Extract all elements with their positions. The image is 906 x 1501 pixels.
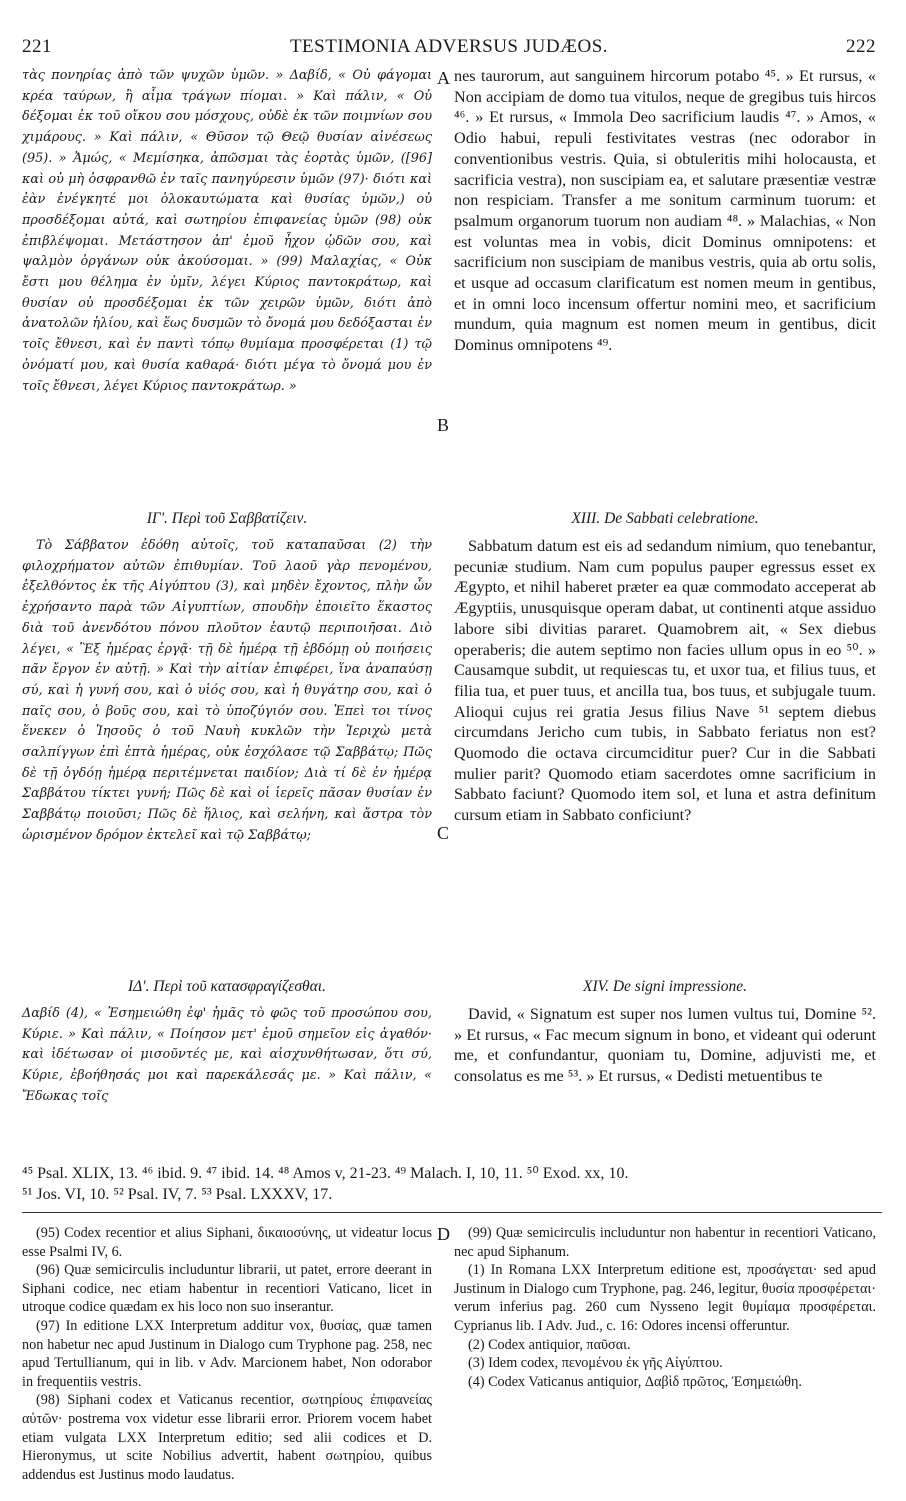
greek-column-block-1	[22, 66, 432, 397]
greek-section-heading-14	[22, 976, 432, 998]
margin-mark-c: C	[437, 823, 450, 843]
note-99: (99) Quæ semicirculis includuntur non habentur in recentiori Vaticano, nec apud Siphanum.	[454, 1225, 876, 1260]
greek-paragraph-1: τὰς πονηρίας ἀπὸ τῶν ψυχῶν ὑμῶν. » Δαβίδ, « Οὐ φάγομαι κρέα ταύρων, ἢ αἷμα τράγων πίομαι. » Καὶ πάλιν, « Οὐ δέξομαι ἐκ τοῦ οἴκου σου μόσχους, οὐδὲ ἐκ τῶν ποιμνίων σου χιμάρους. » Καὶ πάλιν, « Θῦσον τῷ Θεῷ θυσίαν αἰνέσεως (95). » Ἀμώς, « Μεμίσηκα, ἀπῶσμαι τὰς ἑορτὰς ὑμῶν, ([96] καὶ οὐ μὴ ὀσφρανθῶ ἐν ταῖς πανηγύρεσιν ὑμῶν (97)· διότι καὶ ἐὰν ἐνέγκητέ μοι ὁλοκαυτώματα καὶ θυσίας ὑμῶν,) οὐ προσδέξομαι αὐτά, καὶ σωτηρίου ἐπιφανείας ὑμῶν (98) οὐκ ἐπιβλέψομαι. Μετάστησον ἀπ' ἐμοῦ ἦχον ᾠδῶν σου, καὶ ψαλμὸν ὀργάνων οὐκ ἀκούσομαι. » (99) Μαλαχίας, « Οὐκ ἔστι μου θέλημα ἐν ὑμῖν, λέγει Κύριος παντοκράτωρ, καὶ θυσίαν οὐ προσδέξομαι ἐκ τῶν χειρῶν ὑμῶν, διότι ἀπὸ ἀνατολῶν ἡλίου, καὶ ἕως δυσμῶν τὸ ὄνομά μου δεδόξασται ἐν τοῖς ἔθνεσι, καὶ ἐν παντὶ τόπῳ θυμίαμα προσφέρεται (1) τῷ ὀνόματί μου, καὶ θυσία καθαρά· διότι μέγα τὸ ὄνομά μου ἐν τοῖς ἔθνεσι, λέγει Κύριος παντοκράτωρ. »	[22, 68, 432, 394]
note-1: (1) In Romana LXX Interpretum editione est, προσάγεται· sed apud Justinum in Dialogo cum Tryphone, pag. 246, legitur, θυσία προσφέρεται· verum inferius pag. 260 cum Nysseno legit θυμίαμα προσφέρεται. Cyprianus lib. I Adv. Jud., c. 16: Odores incensi offeruntur.	[454, 1262, 876, 1334]
latin-paragraph-2: Sabbatum datum est eis ad sedandum nimium, quo tenebantur, pecuniæ studium. Nam cum populus pauper egressus esset ex Ægypto, et nihil haberet præter ea quæ commodato acceperat ab Ægyptiis, unusquisque operam dabat, ut continenti atque assiduo labore sibi divitias pararet. Quamobrem ait, « Sex diebus operaberis; die autem septimo non facies ullum opus in eo ⁵⁰. » Causamque subdit, ut requiescas tu, et uxor tua, et filius tuus, et filia tua, et puer tuus, et ancilla tua, bos tuus, et subjugale tuum. Alioqui cujus rei gratia Jesus filius Nave ⁵¹ septem diebus circumdans Jericho cum tubis, in Sabbato feriatus non est? Quomodo die octava circumciditur puer? Cur in die Sabbati mulier parit? Quomodo etiam sacerdotes omne sacrificium in Sabbato faciunt? Quomodo item sol, et luna et astra definitum cursum etiam in Sabbato conficiunt?	[454, 537, 876, 825]
greek-heading-14-text: ΙΔ'. Περὶ τοῦ κατασφραγίζεσθαι.	[128, 978, 326, 995]
margin-mark-b: B	[437, 415, 450, 435]
references-line-2: ⁵¹ Jos. VI, 10. ⁵² Psal. IV, 7. ⁵³ Psal. LXXXV, 17.	[22, 1186, 333, 1203]
note-97: (97) In editione LXX Interpretum additur vox, θυσίας, quæ tamen non habetur nec apud Justinum in Dialogo cum Tryphone pag. 258, nec apud Tertullianum, qui in lib. v Adv. Marcionem habet, Non odorabor in frequentiis vestris.	[22, 1317, 432, 1390]
note-4: (4) Codex Vaticanus antiquior, Δαβὶδ πρῶτος, Ἐσημειώθη.	[468, 1373, 802, 1390]
notes-right-column	[454, 1224, 876, 1391]
latin-column-block-1	[454, 66, 876, 356]
notes-left-column	[22, 1224, 432, 1484]
note-96: (96) Quæ semicirculis includuntur librarii, ut patet, errore deerant in Siphani codice, nec etiam habentur in recentiori Vaticano, licet in utroque codice quædam ex his loco non suo inserantur.	[22, 1262, 432, 1316]
latin-column-block-2	[454, 508, 876, 826]
note-98: (98) Siphani codex et Vaticanus recentior, σωτηρίους ἐπιφανείας αὐτῶν· postrema vox videtur esse librarii error. Priorem vocem habet etiam vulgata LXX Interpretum editio; sed alii codices et D. Hieronymus, ut scite Nobilius advertit, habent σωτηρίου, quibus addendus est Justinus modo laudatus.	[22, 1392, 432, 1483]
note-3: (3) Idem codex, πενομένου ἐκ γῆς Αἰγύπτου.	[468, 1355, 723, 1372]
margin-mark-a: A	[437, 68, 450, 88]
note-2: (2) Codex antiquior, παῦσαι.	[468, 1336, 631, 1353]
latin-paragraph-1: nes taurorum, aut sanguinem hircorum potabo ⁴⁵. » Et rursus, « Non accipiam de domo tua vitulos, neque de gregibus tuis hircos ⁴⁶. » Et rursus, « Immola Deo sacrificium laudis ⁴⁷. » Amos, « Odio habui, repuli festivitates vestras (nec odorabor in conventionibus vestris. Quia, si obtuleritis mihi holocausta, et sacrificia vestra), non suscipiam ea, et salutare præsentiæ vestræ non respiciam. Transfer a me sonitum carminum tuorum: et psalmum organorum tuorum non audiam ⁴⁸. » Malachias, « Non est voluntas mea in vobis, dicit Dominus omnipotens: et sacrificium non suscipiam de manibus vestris, quia ab ortu solis, et usque ad occasum clarificatum est nomen meum in gentibus, et in omni loco incensum offertur nomini meo, et sacrificium mundum, quia magnum est nomen meum in gentibus, dicit Dominus omnipotens ⁴⁹.	[454, 67, 876, 355]
greek-column-block-3	[22, 976, 432, 1108]
latin-heading-13-text: XIII. De Sabbati celebratione.	[571, 510, 759, 527]
greek-heading-13-text: ΙΓ'. Περὶ τοῦ Σαββατίζειν.	[146, 510, 308, 527]
latin-section-heading-13	[454, 508, 876, 530]
greek-column-block-2	[22, 508, 432, 847]
latin-section-heading-14	[454, 976, 876, 998]
margin-mark-d: D	[437, 1224, 450, 1244]
page-number-left: 221	[22, 36, 52, 57]
note-95: (95) Codex recentior et alius Siphani, δικαιοσύνης, ut videatur locus esse Psalmi IV, 6.	[22, 1225, 432, 1260]
scripture-references	[22, 1163, 882, 1205]
references-line-1: ⁴⁵ Psal. XLIX, 13. ⁴⁶ ibid. 9. ⁴⁷ ibid. 14. ⁴⁸ Amos v, 21-23. ⁴⁹ Malach. I, 10, 11. ⁵⁰ Exod. xx, 10.	[22, 1165, 629, 1182]
latin-column-block-3	[454, 976, 876, 1087]
greek-paragraph-3: Δαβίδ (4), « Ἐσημειώθη ἐφ' ἡμᾶς τὸ φῶς τοῦ προσώπου σου, Κύριε. » Καὶ πάλιν, « Ποίησον μετ' ἐμοῦ σημεῖον εἰς ἀγαθόν· καὶ ἰδέτωσαν οἱ μισοῦντές με, καὶ αἰσχυνθήτωσαν, ὅτι σύ, Κύριε, ἐβοήθησάς μοι καὶ παρεκάλεσάς με. » Καὶ πάλιν, « Ἔδωκας τοῖς	[22, 1006, 432, 1104]
greek-section-heading-13	[22, 508, 432, 530]
latin-heading-14-text: XIV. De signi impressione.	[582, 978, 748, 995]
greek-paragraph-2: Τὸ Σάββατον ἐδόθη αὐτοῖς, τοῦ καταπαῦσαι (2) τὴν φιλοχρήματον αὐτῶν ἐπιθυμίαν. Τοῦ λαοῦ γὰρ πενομένου, ἐξελθόντος ἐκ τῆς Αἰγύπτου (3), καὶ μηδὲν ἔχοντος, πλὴν ὧν ἐχρήσαντο παρὰ τῶν Αἰγυπτίων, σπουδὴν ἐποιεῖτο ἕκαστος διὰ τοῦ ἀνενδότου πόνου πλοῦτον ἑαυτῷ περιποιῆσαι. Διὸ λέγει, « Ἓξ ἡμέρας ἐργᾷ· τῇ δὲ ἡμέρᾳ τῇ ἑβδόμῃ οὐ ποιήσεις πᾶν ἔργον ἐν αὐτῇ. » Καὶ τὴν αἰτίαν ἐπιφέρει, ἵνα ἀναπαύσῃ σύ, καὶ ἡ γυνή σου, καὶ ὁ υἱός σου, καὶ ἡ θυγάτηρ σου, καὶ ὁ παῖς σου, ὁ βοῦς σου, καὶ τὸ ὑποζύγιόν σου. Ἐπεὶ τοι τίνος ἕνεκεν ὁ Ἰησοῦς ὁ τοῦ Ναυὴ κυκλῶν τὴν Ἱεριχὼ μετὰ σαλπίγγων ἐπὶ ἑπτὰ ἡμέρας, οὐκ ἐσχόλασε τῷ Σαββάτῳ; Πῶς δὲ τῇ ὀγδόῃ ἡμέρᾳ περιτέμνεται παιδίον; Διὰ τί δὲ ἐν ἡμέρᾳ Σαββάτου τίκτει γυνή; Πῶς δὲ καὶ οἱ ἱερεῖς πᾶσαν θυσίαν ἐν Σαββάτῳ ποιοῦσι; Πῶς δὲ ἥλιος, καὶ σελήνη, καὶ ἄστρα τὸν ὡρισμένον δρόμον ἐκτελεῖ καὶ τῷ Σαββάτῳ;	[22, 538, 432, 843]
running-title: TESTIMONIA ADVERSUS JUDÆOS.	[289, 36, 609, 57]
notes-divider	[22, 1212, 882, 1213]
page-number-right: 222	[846, 36, 876, 57]
running-header	[22, 36, 876, 58]
latin-paragraph-3: David, « Signatum est super nos lumen vultus tui, Domine ⁵². » Et rursus, « Fac mecum signum in bono, et videant qui oderunt me, et confundantur, quoniam tu, Domine, adjuvisti me, et consolatus es me ⁵³. » Et rursus, « Dedisti metuentibus te	[454, 1005, 876, 1086]
